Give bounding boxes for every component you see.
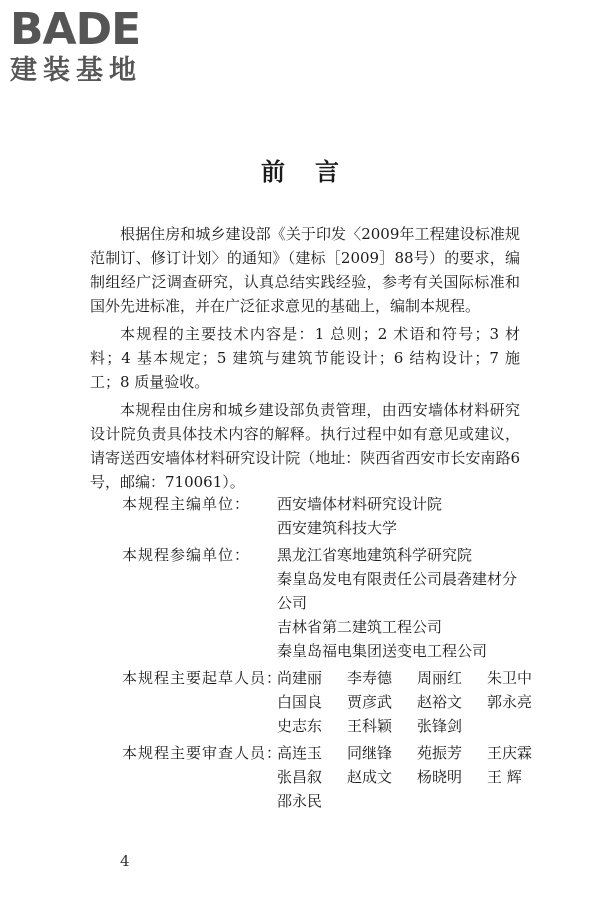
person-name: 周丽红 (417, 669, 463, 687)
person-name: 白国良 (277, 693, 323, 711)
participating-units (122, 543, 542, 663)
person-name: 王庆霖 (487, 744, 533, 762)
page-title: 前言 (261, 157, 369, 186)
contributors-list (122, 492, 542, 816)
brand-logo (10, 6, 142, 86)
paragraph-contents: 本规程的主要技术内容是：1 总则；2 术语和符号；3 材料；4 基本规定；5 建筑与建筑节能设计；6 结构设计；7 施工；8 质量验收。 (90, 325, 520, 391)
person-name: 苑振芳 (417, 744, 463, 762)
org-name: 公司 (277, 594, 308, 612)
person-name: 贾彦武 (347, 693, 393, 711)
role-label: 本规程主编单位： (122, 495, 251, 513)
page-number: 4 (120, 852, 130, 870)
role-label: 本规程主要审查人员： (122, 744, 283, 762)
paragraph-basis: 根据住房和城乡建设部《关于印发〈2009年工程建设标准规范制订、修订计划〉的通知》（建标［2009］88号）的要求，编制组经广泛调查研究，认真总结实践经验，参考有关国际标准和国外先进标准，并在广泛征求意见的基础上，编制本规程。 (90, 225, 520, 315)
person-name: 郭永亮 (487, 693, 533, 711)
logo-subtitle: 建装基地 (10, 55, 142, 86)
org-name: 秦皇岛福电集团送变电工程公司 (277, 642, 488, 660)
main-reviewers (122, 741, 542, 813)
preface-body (90, 222, 520, 498)
person-name: 邵永民 (277, 792, 323, 810)
role-label: 本规程参编单位： (122, 546, 251, 564)
person-name: 尚建丽 (277, 669, 323, 687)
person-name: 史志东 (277, 717, 323, 735)
main-drafters (122, 666, 542, 738)
person-name: 赵成文 (347, 768, 393, 786)
person-name: 朱卫中 (487, 669, 533, 687)
org-name: 黑龙江省寒地建筑科学研究院 (277, 546, 473, 564)
person-name: 同继锋 (347, 744, 393, 762)
person-name: 张锋剑 (417, 717, 463, 735)
person-name: 杨晓明 (417, 768, 463, 786)
person-name: 王 辉 (487, 768, 522, 786)
paragraph-management: 本规程由住房和城乡建设部负责管理，由西安墙体材料研究设计院负责具体技术内容的解释。执行过程中如有意见或建议，请寄送西安墙体材料研究设计院（地址：陕西省西安市长安南路6号，邮编：710061）。 (90, 401, 520, 491)
logo-mark: BADE (10, 4, 141, 55)
org-name: 西安墙体材料研究设计院 (277, 495, 443, 513)
person-name: 李寿德 (347, 669, 393, 687)
person-name: 张昌叙 (277, 768, 323, 786)
role-label: 本规程主要起草人员： (122, 669, 283, 687)
chief-editor-units (122, 492, 542, 540)
person-name: 赵裕文 (417, 693, 463, 711)
org-name: 西安建筑科技大学 (277, 519, 398, 537)
person-name: 高连玉 (277, 744, 323, 762)
person-name: 王科颖 (347, 717, 393, 735)
org-name: 吉林省第二建筑工程公司 (277, 618, 443, 636)
org-name: 秦皇岛发电有限责任公司晨砻建材分 (277, 570, 518, 588)
